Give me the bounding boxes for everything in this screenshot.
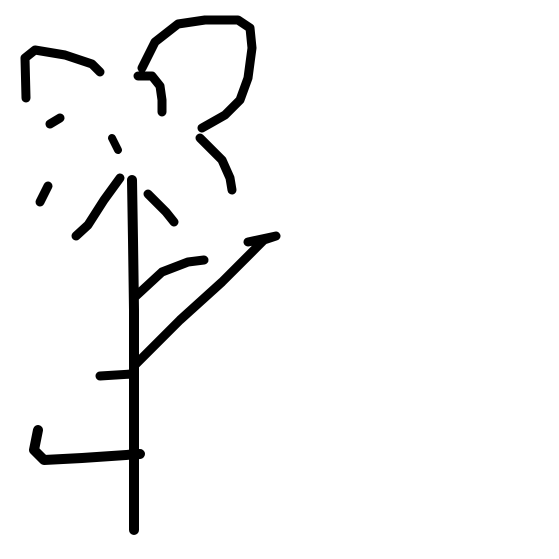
diagonal-leaf-stroke [136,236,276,364]
leaf-right-stroke [148,194,174,222]
branch-left-mid-stroke [136,260,204,296]
lower-hook-stroke [34,430,140,460]
left-petal-stroke [25,50,100,124]
short-tick-stroke [100,374,132,376]
lower-left-petal-stroke [40,178,120,236]
center-lower-stroke [112,138,118,150]
stem-stroke [132,180,134,530]
lower-right-petal-stroke [200,138,232,190]
center-curl-stroke [138,76,162,112]
